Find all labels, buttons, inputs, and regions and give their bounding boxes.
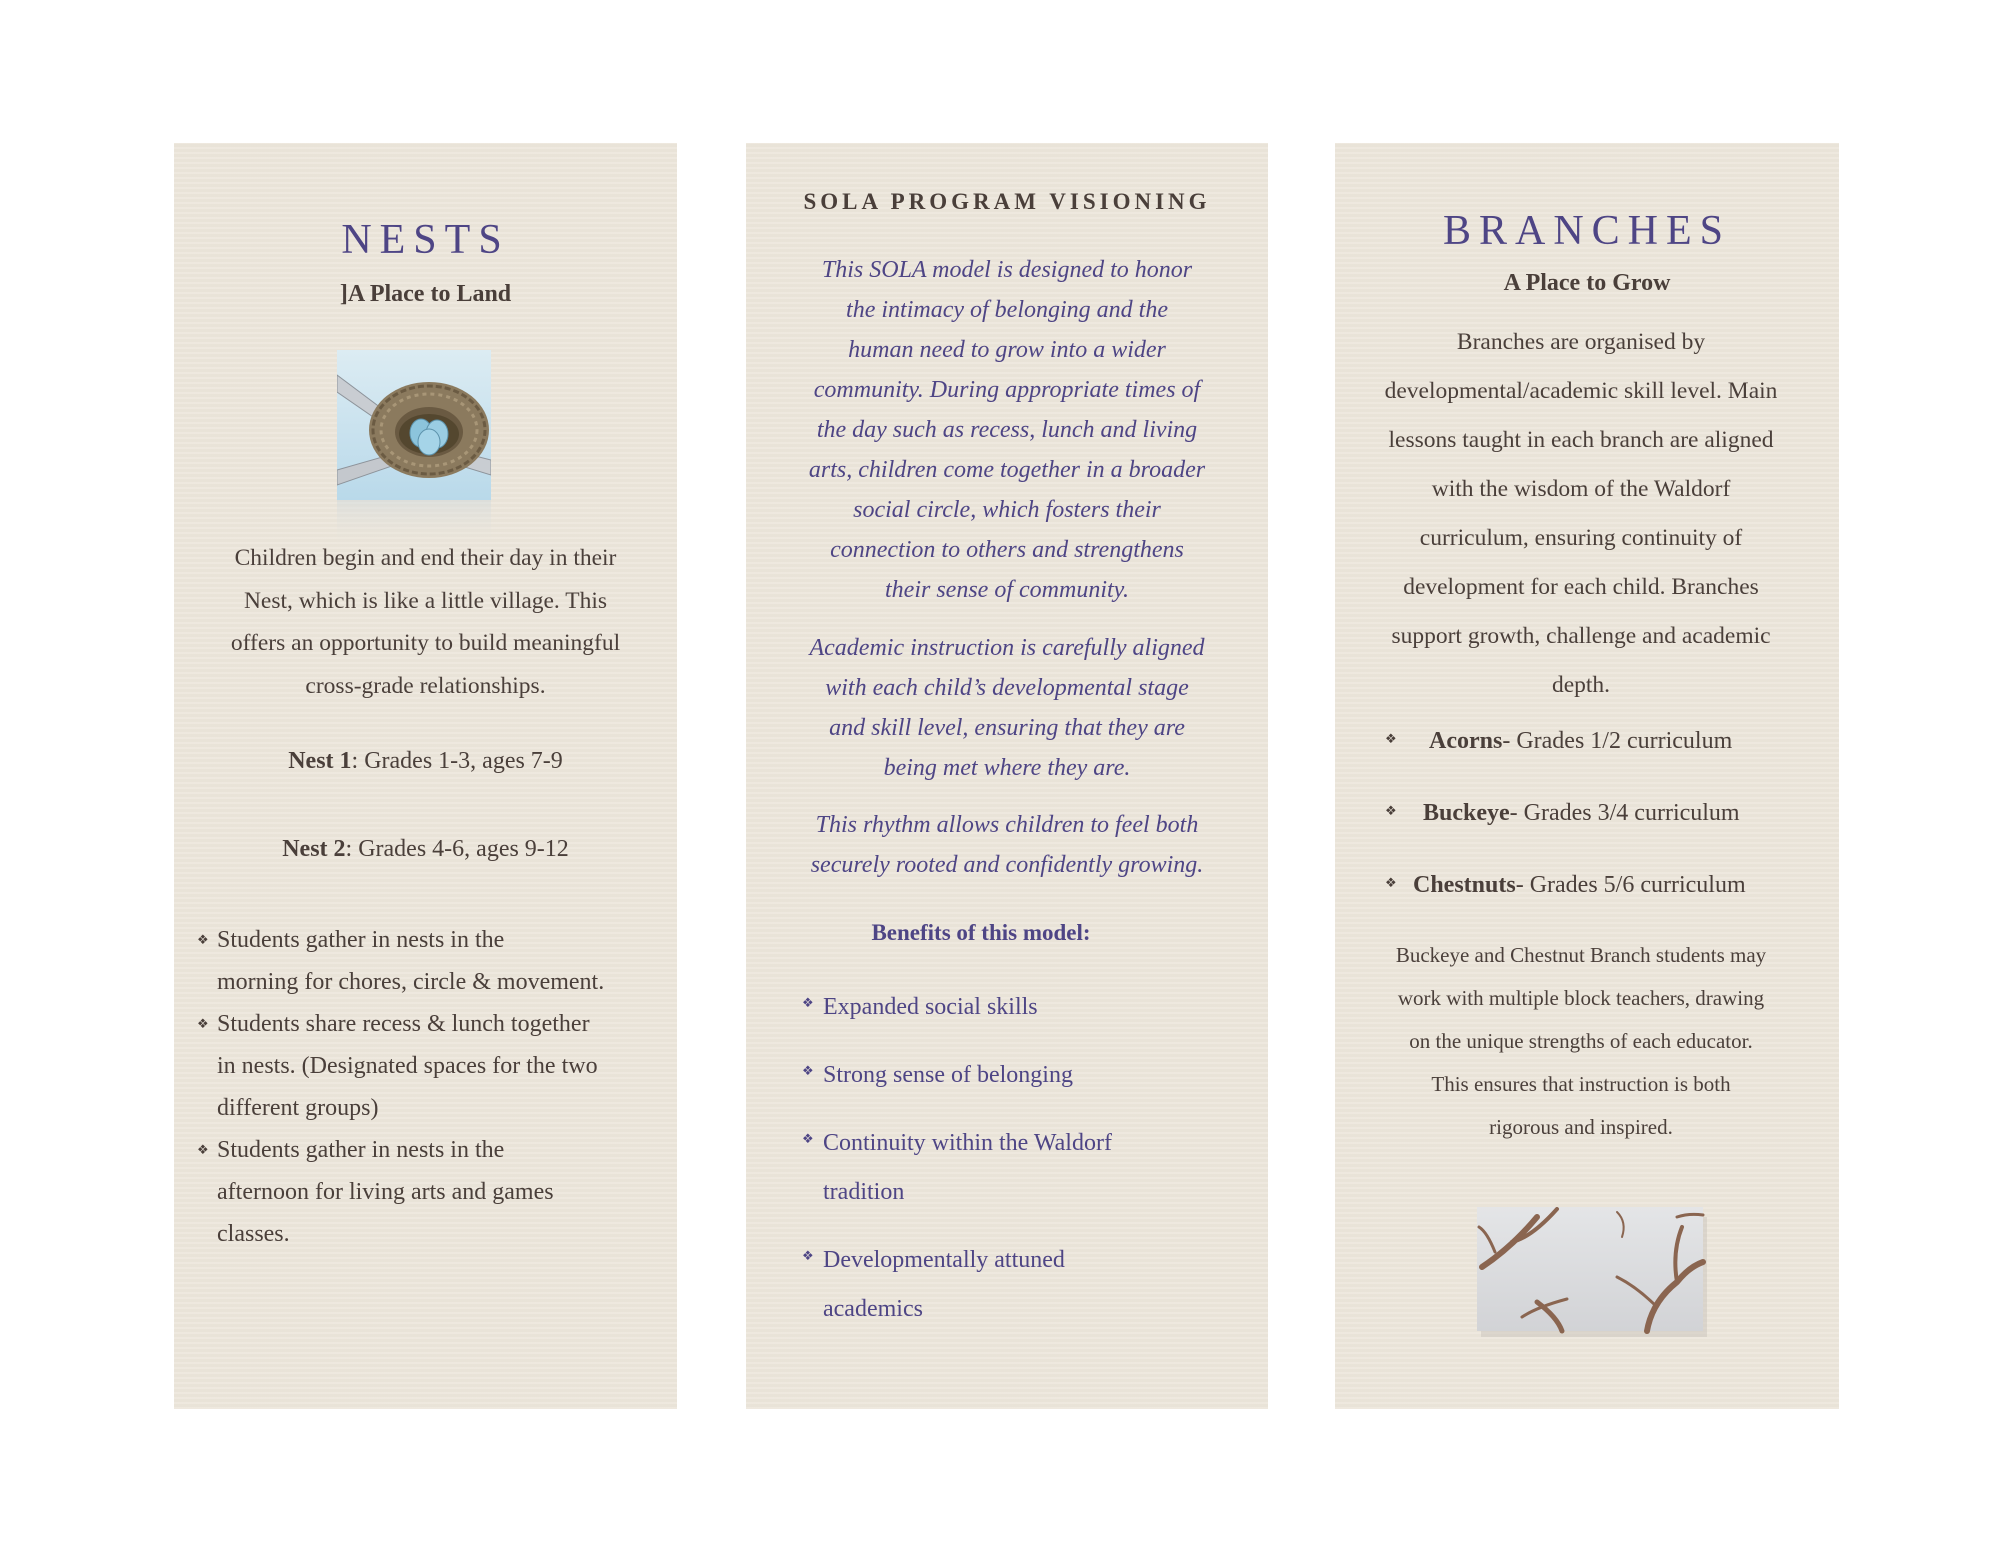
benefits-list xyxy=(802,983,1242,1353)
branches-group-list xyxy=(1335,721,1839,937)
nest2-text: : Grades 4-6, ages 9-12 xyxy=(345,836,569,862)
diamond-bullet-icon: ❖ xyxy=(197,932,209,947)
branches-intro: Branches are organised by developmental/academic skill level. Main lessons taught in each branch are aligned with the wisdom of the Waldorf curriculum, ensuring continuity of development for each child. Branches support growth, challenge and academic depth. xyxy=(1384,329,1778,698)
nest1-text: : Grades 1-3, ages 7-9 xyxy=(351,748,563,774)
nest1-label: Nest 1 xyxy=(288,748,352,774)
diamond-bullet-icon: ❖ xyxy=(1385,731,1397,746)
branches-subtitle: A Place to Grow xyxy=(1503,270,1671,296)
nests-intro-line: Children begin and end their day in their xyxy=(234,545,617,571)
visioning-panel xyxy=(746,143,1268,1409)
nest2-label: Nest 2 xyxy=(282,836,346,862)
diamond-bullet-icon: ❖ xyxy=(802,1131,814,1146)
diamond-bullet-icon: ❖ xyxy=(1385,875,1397,890)
bird-nest-illustration xyxy=(337,350,491,550)
diamond-bullet-icon: ❖ xyxy=(197,1142,209,1157)
nests-intro-line: offers an opportunity to build meaningful xyxy=(230,630,621,656)
list-item: ❖ Students gather in nests in the afternoon for living arts and games classes. xyxy=(197,1129,667,1255)
visioning-title: SOLA PROGRAM VISIONING xyxy=(803,189,1211,214)
nest1-line xyxy=(174,748,677,775)
nests-title: NESTS xyxy=(341,217,510,263)
branches-panel xyxy=(1335,143,1839,1409)
list-item xyxy=(1335,721,1839,793)
visioning-para-3: This rhythm allows children to feel both securely rooted and confidently growing. xyxy=(810,812,1204,878)
list-item xyxy=(1335,793,1839,865)
list-item: ❖ Continuity within the Waldorf tradition xyxy=(802,1119,1242,1217)
tree-branches-icon xyxy=(1477,1207,1707,1337)
nest2-line xyxy=(174,836,677,863)
branch-group-acorns: Acorns- Grades 1/2 curriculum xyxy=(1429,728,1733,754)
nests-intro xyxy=(174,537,677,707)
diamond-bullet-icon: ❖ xyxy=(197,1016,209,1031)
branch-group-buckeye: Buckeye- Grades 3/4 curriculum xyxy=(1423,800,1740,826)
bird-nest-icon xyxy=(337,350,491,550)
branch-group-chestnuts: Chestnuts- Grades 5/6 curriculum xyxy=(1413,872,1746,898)
nests-bullet-list xyxy=(197,919,667,1255)
diamond-bullet-icon: ❖ xyxy=(802,995,814,1010)
branches-title: BRANCHES xyxy=(1442,208,1732,254)
list-item: ❖ Expanded social skills xyxy=(802,983,1242,1032)
nests-intro-line: Nest, which is like a little village. This xyxy=(243,587,608,614)
visioning-para-1: This SOLA model is designed to honor the intimacy of belonging and the human need to grow into a wider community. During appropriate times of the day such as recess, lunch and living arts, children come together in a broader social circle, which fosters their connection to others and strengthens their sense of community. xyxy=(808,257,1206,603)
nests-intro-line: cross-grade relationships. xyxy=(305,672,546,699)
list-item: ❖ Developmentally attuned academics xyxy=(802,1236,1242,1334)
list-item: ❖ Strong sense of belonging xyxy=(802,1051,1242,1100)
nests-subtitle: ]A Place to Land xyxy=(339,281,512,307)
diamond-bullet-icon: ❖ xyxy=(1385,803,1397,818)
list-item: ❖ Students share recess & lunch together in nests. (Designated spaces for the two different groups) xyxy=(197,1003,667,1129)
diamond-bullet-icon: ❖ xyxy=(802,1248,814,1263)
tree-branches-illustration xyxy=(1477,1207,1707,1337)
visioning-para-2: Academic instruction is carefully aligned with each child’s developmental stage and skill level, ensuring that they are being met where they are. xyxy=(809,635,1205,781)
nests-panel xyxy=(174,143,677,1409)
diamond-bullet-icon: ❖ xyxy=(802,1063,814,1078)
benefits-heading: Benefits of this model: xyxy=(871,920,1091,945)
list-item xyxy=(1335,865,1839,937)
branches-note: Buckeye and Chestnut Branch students may work with multiple block teachers, drawing on the unique strengths of each educator. This ensures that instruction is both rigorous and inspired. xyxy=(1395,943,1767,1139)
list-item: ❖ Students gather in nests in the morning for chores, circle & movement. xyxy=(197,919,667,1003)
